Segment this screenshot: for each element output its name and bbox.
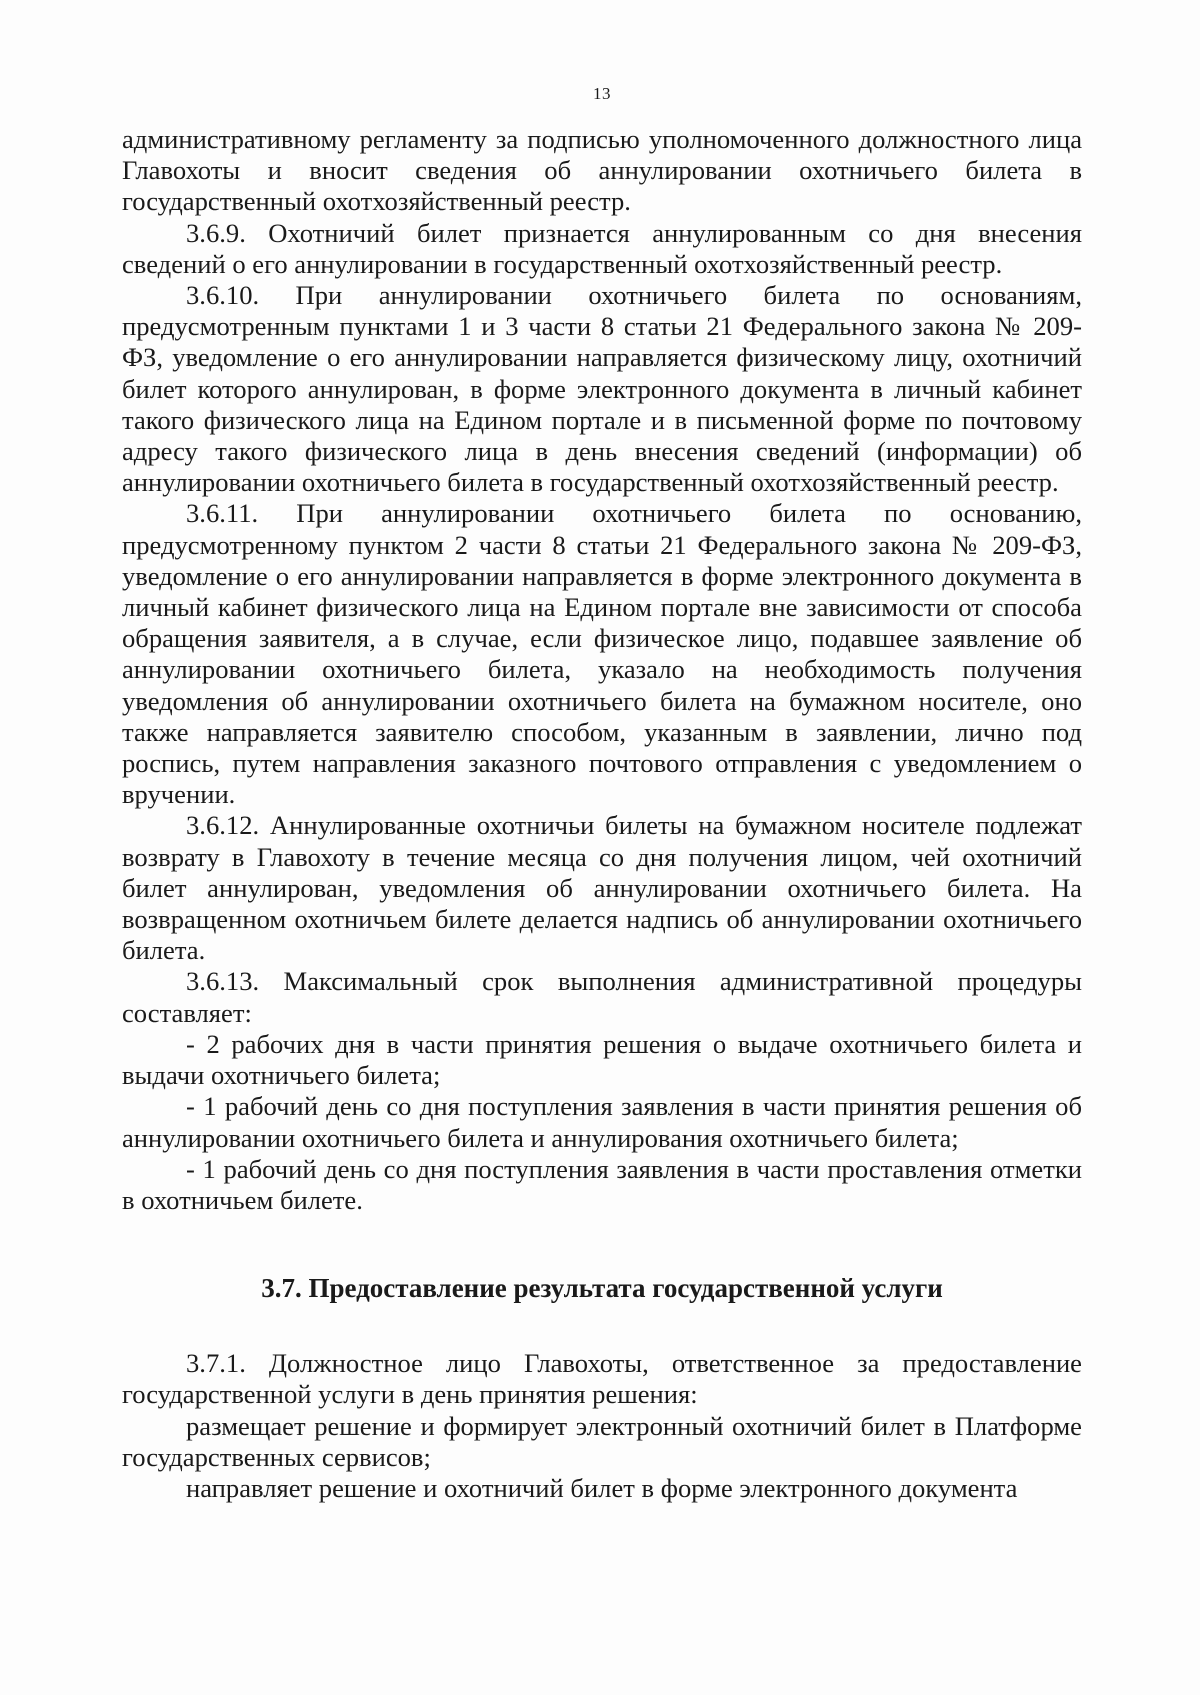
paragraph-3-7-1: 3.7.1. Должностное лицо Главохоты, ответственное за предоставление государственной услуги в день принятия решения: — [122, 1348, 1082, 1410]
page-number: 13 — [593, 84, 611, 103]
paragraph-send-decision: направляет решение и охотничий билет в форме электронного документа — [186, 1472, 1018, 1503]
section-heading-3-7: 3.7. Предоставление результата государственной услуги — [261, 1273, 943, 1304]
list-item-deadline-mark: - 1 рабочий день со дня поступления заявления в части проставления отметки в охотничьем билете. — [122, 1153, 1082, 1215]
paragraph-3-6-11: 3.6.11. При аннулировании охотничьего билета по основанию, предусмотренному пунктом 2 части 8 статьи 21 Федерального закона № 209-ФЗ, уведомление о его аннулировании направляется в форме электронного документа в личный кабинет физического лица на Едином портале вне зависимости от способа обращения заявителя, а в случае, если физическое лицо, подавшее заявление об аннулировании охотничьего билета, указало на необходимость получения уведомления об аннулировании охотничьего билета на бумажном носителе, оно также направляется заявителю способом, указанным в заявлении, лично под роспись, путем направления заказного почтового отправления с уведомлением о вручении. — [122, 498, 1082, 810]
paragraph-3-6-12: 3.6.12. Аннулированные охотничьи билеты на бумажном носителе подлежат возврату в Главохоту в течение месяца со дня получения лицом, чей охотничий билет аннулирован, уведомления об аннулировании охотничьего билета. На возвращенном охотничьем билете делается надпись об аннулировании охотничьего билета. — [122, 810, 1082, 966]
paragraph-publish-decision: размещает решение и формирует электронный охотничий билет в Платформе государственных сервисов; — [122, 1410, 1082, 1472]
paragraph-3-6-13: 3.6.13. Максимальный срок выполнения административной процедуры составляет: — [122, 966, 1082, 1028]
paragraph-3-6-10: 3.6.10. При аннулировании охотничьего билета по основаниям, предусмотренным пунктами 1 и 3 части 8 статьи 21 Федерального закона № 209-ФЗ, уведомление о его аннулировании направляется физическому лицу, охотничий билет которого аннулирован, в форме электронного документа в личный кабинет такого физического лица на Едином портале и в письменной форме по почтовому адресу такого физического лица в день внесения сведений (информации) об аннулировании охотничьего билета в государственный охотхозяйственный реестр. — [122, 280, 1082, 498]
paragraph-3-6-9: 3.6.9. Охотничий билет признается аннулированным со дня внесения сведений о его аннулировании в государственный охотхозяйственный реестр. — [122, 217, 1082, 279]
paragraph-continuation: административному регламенту за подписью уполномоченного должностного лица Главохоты и вносит сведения об аннулировании охотничьего билета в государственный охотхозяйственный реестр. — [122, 124, 1082, 217]
list-item-deadline-issue: - 2 рабочих дня в части принятия решения о выдаче охотничьего билета и выдачи охотничьего билета; — [122, 1028, 1082, 1091]
list-item-deadline-annul: - 1 рабочий день со дня поступления заявления в части принятия решения об аннулировании охотничьего билета и аннулирования охотничьего билета; — [122, 1091, 1082, 1153]
